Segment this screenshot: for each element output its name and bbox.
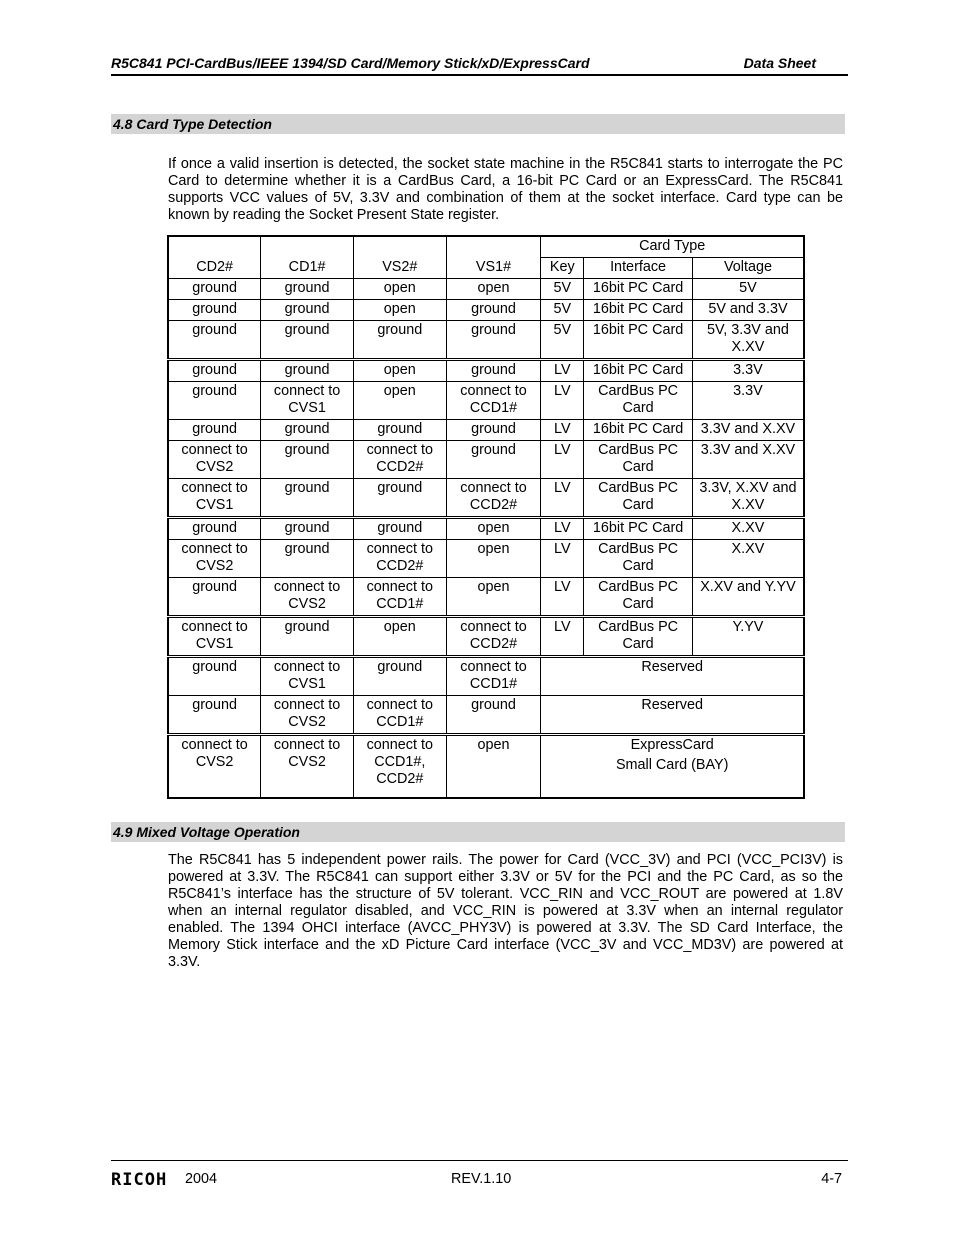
table-row-reserved <box>168 696 804 735</box>
table-cell: LV <box>541 578 584 617</box>
table-cell: ground <box>168 300 261 321</box>
table-cell: open <box>446 518 541 540</box>
table-cell: ground <box>168 518 261 540</box>
table-cell: ground <box>168 382 261 420</box>
page-number: 4-7 <box>821 1171 842 1187</box>
page-header <box>111 54 848 76</box>
table-cell: ground <box>353 518 446 540</box>
table-cell: X.XV <box>692 540 804 578</box>
table-cell: connect to CCD2# <box>446 617 541 657</box>
table-cell: LV <box>541 420 584 441</box>
table-cell: ground <box>446 360 541 382</box>
section-heading-card-type-detection: 4.8 Card Type Detection <box>111 114 845 134</box>
table-cell: ground <box>261 279 354 300</box>
card-type-detection-paragraph: If once a valid insertion is detected, the socket state machine in the R5C841 starts to interrogate the PC Card to determine whether it is a CardBus Card, a 16-bit PC Card or an ExpressCard. The R5C841 supports VCC values of 5V, 3.3V and combination of them at the socket interface. Card type can be known by reading the Socket Present State register. <box>168 156 843 223</box>
table-cell: ground <box>168 321 261 360</box>
table-cell: 3.3V and X.XV <box>692 441 804 479</box>
column-header: VS1# <box>446 236 541 279</box>
table-cell: connect to CVS1 <box>261 382 354 420</box>
mixed-voltage-paragraph: The R5C841 has 5 independent power rails. The power for Card (VCC_3V) and PCI (VCC_PCI3V) is powered at 3.3V. The R5C841 can support either 3.3V or 5V for the PCI and the PC Card, as so the R5C841’s interface has the structure of 5V tolerant. VCC_RIN and VCC_ROUT are powered at 1.8V when an internal regulator disabled, and VCC_RIN is powered at 3.3V when an internal regulator enabled. The 1394 OHCI interface (AVCC_PHY3V) is powered at 3.3V. The SD Card Interface, the Memory Stick interface and the xD Picture Card interface (VCC_3V and VCC_MD3V) are powered at 3.3V. <box>168 852 843 970</box>
table-cell: ground <box>168 420 261 441</box>
table-row <box>168 360 804 382</box>
section-heading-mixed-voltage: 4.9 Mixed Voltage Operation <box>111 822 845 842</box>
table-header-row <box>168 236 804 258</box>
table-cell: ground <box>168 279 261 300</box>
table-cell: open <box>446 578 541 617</box>
table-cell: ground <box>168 657 261 696</box>
table-cell: 5V <box>541 321 584 360</box>
table-cell: CardBus PC Card <box>584 382 693 420</box>
table-cell: open <box>353 382 446 420</box>
table-cell: ground <box>446 300 541 321</box>
table-cell: 16bit PC Card <box>584 300 693 321</box>
table-cell: 3.3V, X.XV and X.XV <box>692 479 804 518</box>
table-cell: connect to CVS1 <box>168 479 261 518</box>
table-cell: 5V <box>692 279 804 300</box>
column-header: Key <box>541 258 584 279</box>
table-cell: 5V <box>541 279 584 300</box>
card-type-table <box>167 235 805 799</box>
reserved-cell: Reserved <box>541 657 804 696</box>
table-row <box>168 578 804 617</box>
table-cell: LV <box>541 441 584 479</box>
reserved-cell: Reserved <box>541 696 804 735</box>
table-cell: ground <box>353 420 446 441</box>
page-footer <box>111 1160 848 1190</box>
table-cell: ground <box>168 696 261 735</box>
table-cell: X.XV <box>692 518 804 540</box>
table-cell: Y.YV <box>692 617 804 657</box>
table-cell: 5V and 3.3V <box>692 300 804 321</box>
document-title: R5C841 PCI-CardBus/IEEE 1394/SD Card/Memory Stick/xD/ExpressCard <box>111 55 590 71</box>
table-cell: connect to CVS2 <box>261 735 354 799</box>
table-cell: ground <box>168 360 261 382</box>
table-cell: ground <box>168 578 261 617</box>
table-row <box>168 321 804 360</box>
table-cell: ground <box>261 479 354 518</box>
table-row <box>168 279 804 300</box>
column-header: Interface <box>584 258 693 279</box>
table-cell: ground <box>446 420 541 441</box>
table-cell: 16bit PC Card <box>584 321 693 360</box>
table-cell: ground <box>261 617 354 657</box>
table-cell: connect to CCD2# <box>353 540 446 578</box>
table-cell: 5V, 3.3V and X.XV <box>692 321 804 360</box>
table-cell: 3.3V <box>692 382 804 420</box>
table-cell: ground <box>353 479 446 518</box>
column-header: Voltage <box>692 258 804 279</box>
table-cell: connect to CVS2 <box>168 735 261 799</box>
table-cell: connect to CCD2# <box>446 479 541 518</box>
table-cell: CardBus PC Card <box>584 540 693 578</box>
table-cell: connect to CVS2 <box>261 578 354 617</box>
table-row <box>168 518 804 540</box>
table-cell: connect to CCD1#, CCD2# <box>353 735 446 799</box>
table-cell: connect to CVS2 <box>261 696 354 735</box>
table-cell: ground <box>353 657 446 696</box>
ricoh-logo: RICOH <box>111 1170 168 1190</box>
table-cell: 16bit PC Card <box>584 360 693 382</box>
table-cell: ground <box>261 441 354 479</box>
column-header: CD2# <box>168 236 261 279</box>
table-cell: ground <box>353 321 446 360</box>
table-cell: CardBus PC Card <box>584 617 693 657</box>
column-header: CD1# <box>261 236 354 279</box>
table-cell: ground <box>261 518 354 540</box>
expresscard-size-label: Small Card (BAY) <box>615 757 729 773</box>
table-cell: ground <box>261 300 354 321</box>
table-cell: open <box>353 360 446 382</box>
table-cell: LV <box>541 518 584 540</box>
footer-year: 2004 <box>185 1171 218 1187</box>
table-cell: CardBus PC Card <box>584 479 693 518</box>
table-cell: ground <box>446 441 541 479</box>
table-cell: ground <box>261 540 354 578</box>
table-cell: open <box>353 279 446 300</box>
table-cell: CardBus PC Card <box>584 578 693 617</box>
table-cell: connect to CCD1# <box>353 696 446 735</box>
table-cell: 3.3V and X.XV <box>692 420 804 441</box>
footer-revision: REV.1.10 <box>451 1171 512 1187</box>
table-row <box>168 300 804 321</box>
table-cell: open <box>353 300 446 321</box>
table-cell: CardBus PC Card <box>584 441 693 479</box>
table-cell: ground <box>261 321 354 360</box>
table-cell: connect to CVS2 <box>168 441 261 479</box>
expresscard-type-cell <box>541 735 804 799</box>
table-cell: connect to CVS1 <box>168 617 261 657</box>
table-cell: ground <box>261 420 354 441</box>
table-cell: 3.3V <box>692 360 804 382</box>
table-cell: X.XV and Y.YV <box>692 578 804 617</box>
table-cell: connect to CCD2# <box>353 441 446 479</box>
table-row <box>168 617 804 657</box>
table-cell: open <box>446 735 541 799</box>
table-cell: LV <box>541 382 584 420</box>
table-cell: ground <box>446 321 541 360</box>
table-cell: LV <box>541 360 584 382</box>
expresscard-label: ExpressCard <box>630 737 714 753</box>
table-cell: 16bit PC Card <box>584 279 693 300</box>
table-cell: 5V <box>541 300 584 321</box>
table-row <box>168 382 804 420</box>
table-cell: ground <box>446 696 541 735</box>
table-row-reserved <box>168 657 804 696</box>
table-cell: connect to CCD1# <box>446 382 541 420</box>
table-cell: open <box>446 540 541 578</box>
table-cell: LV <box>541 540 584 578</box>
table-cell: ground <box>261 360 354 382</box>
table-cell: LV <box>541 617 584 657</box>
table-cell: connect to CCD1# <box>446 657 541 696</box>
table-row <box>168 540 804 578</box>
card-type-group-header: Card Type <box>541 236 804 258</box>
table-cell: LV <box>541 479 584 518</box>
table-row <box>168 479 804 518</box>
column-header: VS2# <box>353 236 446 279</box>
table-cell: connect to CVS1 <box>261 657 354 696</box>
table-row <box>168 441 804 479</box>
table-cell: connect to CVS2 <box>168 540 261 578</box>
table-cell: 16bit PC Card <box>584 518 693 540</box>
table-cell: open <box>353 617 446 657</box>
table-row-expresscard <box>168 735 804 799</box>
table-cell: open <box>446 279 541 300</box>
document-type: Data Sheet <box>743 55 816 71</box>
table-row <box>168 420 804 441</box>
table-cell: connect to CCD1# <box>353 578 446 617</box>
table-cell: 16bit PC Card <box>584 420 693 441</box>
